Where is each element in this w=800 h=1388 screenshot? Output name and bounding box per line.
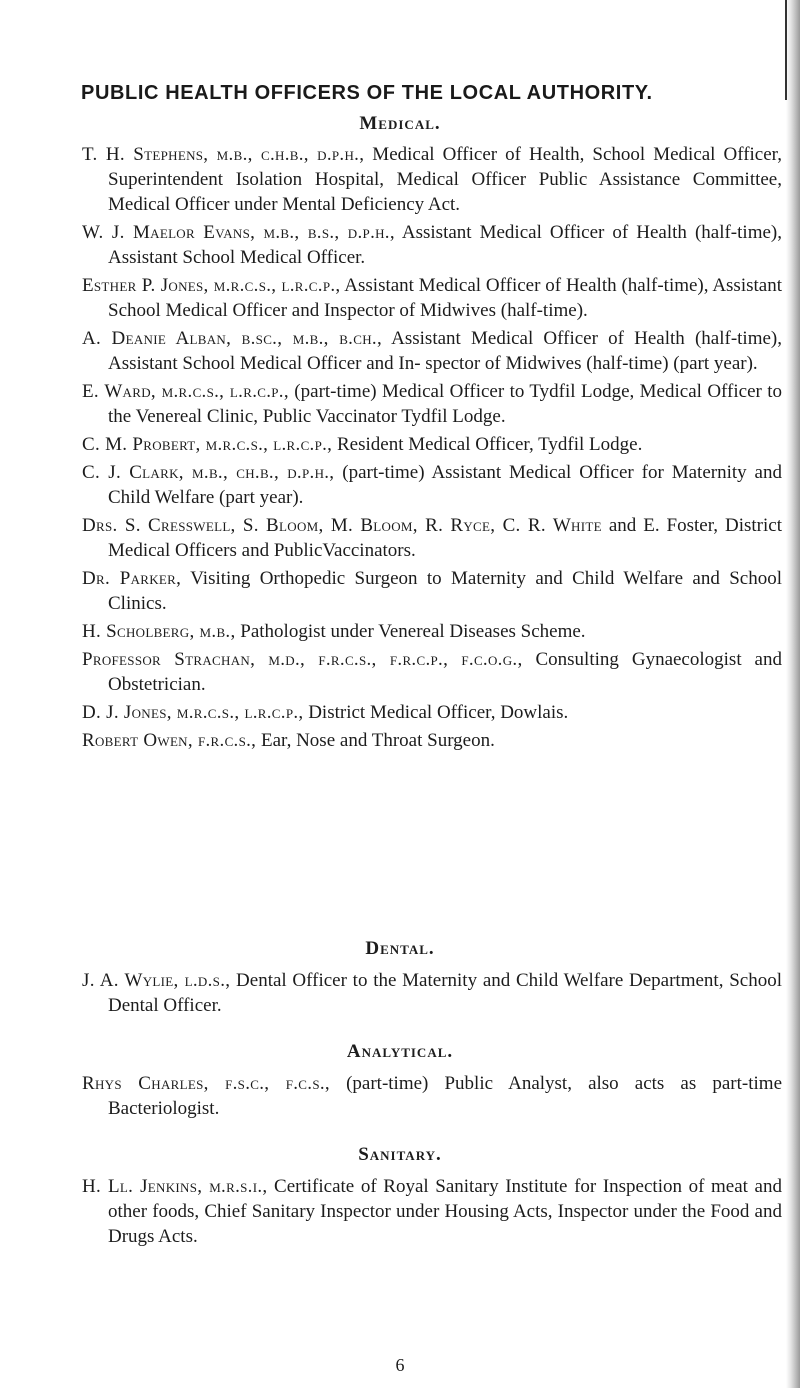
officer-entry <box>82 566 782 616</box>
page-number: 6 <box>395 1355 405 1375</box>
page-heading: PUBLIC HEALTH OFFICERS OF THE LOCAL AUTHORITY. <box>81 82 653 104</box>
section-title-analytical: Analytical. <box>346 1041 454 1062</box>
officer-name: Dr. Parker, <box>82 568 182 589</box>
officer-duties: Ear, Nose and Throat Surgeon. <box>256 730 495 751</box>
page-edge-shadow <box>786 0 800 1388</box>
officer-name: Robert Owen, f.r.c.s., <box>82 730 257 751</box>
section-sanitary-entries <box>82 1174 782 1252</box>
officer-entry <box>82 142 782 217</box>
officer-duties: and E. Foster, District Medical Officers and PublicVaccinators. <box>108 515 782 561</box>
officer-entry <box>82 273 782 323</box>
officer-name: Esther P. Jones, m.r.c.s., l.r.c.p., <box>82 275 341 296</box>
page-edge-line <box>785 0 787 100</box>
section-medical-entries <box>82 142 782 756</box>
officer-entry <box>82 460 782 510</box>
officer-duties: (part-time) Medical Officer to Tydfil Lodge, Medical Officer to the Venereal Clinic, Public Vaccinator Tydfil Lodge. <box>108 381 783 427</box>
officer-name: Rhys Charles, f.s.c., f.c.s., <box>82 1073 330 1094</box>
officer-name: W. J. Maelor Evans, m.b., b.s., d.p.h., <box>82 222 395 243</box>
officer-name: A. Deanie Alban, b.sc., m.b., b.ch., <box>82 328 382 349</box>
officer-name: H. Scholberg, m.b., <box>82 621 236 642</box>
officer-name: D. J. Jones, m.r.c.s., l.r.c.p., <box>82 702 304 723</box>
officer-entry <box>82 432 782 457</box>
officer-name: C. J. Clark, m.b., ch.b., d.p.h., <box>82 462 335 483</box>
officer-entry <box>82 1174 782 1249</box>
officer-duties: Resident Medical Officer, Tydfil Lodge. <box>332 434 643 455</box>
section-analytical-entries <box>82 1071 782 1124</box>
officer-entry <box>82 326 782 376</box>
officer-duties: (part-time) Assistant Medical Officer for Maternity and Child Welfare (part year). <box>108 462 782 508</box>
officer-name: T. H. Stephens, m.b., c.h.b., d.p.h., <box>82 144 365 165</box>
officer-name: J. A. Wylie, l.d.s., <box>82 970 231 991</box>
officer-duties: Assistant Medical Officer of Health (half-time), Assistant School Medical Officer. <box>108 222 782 268</box>
officer-entry <box>82 700 782 725</box>
officer-entry <box>82 728 782 753</box>
officer-name: E. Ward, m.r.c.s., l.r.c.p., <box>82 381 289 402</box>
section-title-medical: Medical. <box>359 113 441 134</box>
officer-entry <box>82 513 782 563</box>
officer-name: Drs. S. Cresswell, S. Bloom, M. Bloom, R. Ryce, C. R. White <box>82 515 602 536</box>
officer-duties: Consulting Gynaecologist and Obstetrician. <box>108 649 782 695</box>
officer-name: Professor Strachan, m.d., f.r.c.s., f.r.c.p., f.c.o.g., <box>82 649 523 670</box>
officer-duties: Assistant Medical Officer of Health (half-time), Assistant School Medical Officer and In- spector of Midwives (half-time) (part year). <box>108 328 782 374</box>
officer-duties: Assistant Medical Officer of Health (half-time), Assistant School Medical Officer and Inspector of Midwives (half-time). <box>108 275 782 321</box>
officer-entry <box>82 220 782 270</box>
officer-entry <box>82 1071 782 1121</box>
officer-duties: Medical Officer of Health, School Medical Officer, Superintendent Isolation Hospital, Medical Officer Public Assistance Committee, Medical Officer under Mental Deficiency Act. <box>108 144 782 215</box>
officer-duties: Pathologist under Venereal Diseases Scheme. <box>235 621 586 642</box>
section-title-dental: Dental. <box>365 938 435 959</box>
officer-duties: Visiting Orthopedic Surgeon to Maternity and Child Welfare and School Clinics. <box>108 568 782 614</box>
officer-entry <box>82 968 782 1018</box>
section-title-sanitary: Sanitary. <box>358 1144 442 1165</box>
officer-duties: (part-time) Public Analyst, also acts as part-time Bacteriologist. <box>108 1073 783 1119</box>
officer-duties: District Medical Officer, Dowlais. <box>303 702 569 723</box>
officer-duties: Dental Officer to the Maternity and Child Welfare Department, School Dental Officer. <box>108 970 782 1016</box>
officer-entry <box>82 379 782 429</box>
section-dental-entries <box>82 968 782 1021</box>
officer-name: C. M. Probert, m.r.c.s., l.r.c.p., <box>82 434 333 455</box>
officer-entry <box>82 619 782 644</box>
officer-name: H. Ll. Jenkins, m.r.s.i., <box>82 1176 268 1197</box>
officer-entry <box>82 647 782 697</box>
officer-duties: Certificate of Royal Sanitary Institute for Inspection of meat and other foods, Chief Sanitary Inspector under Housing Acts, Inspector under the Food and Drugs Acts. <box>108 1176 782 1247</box>
